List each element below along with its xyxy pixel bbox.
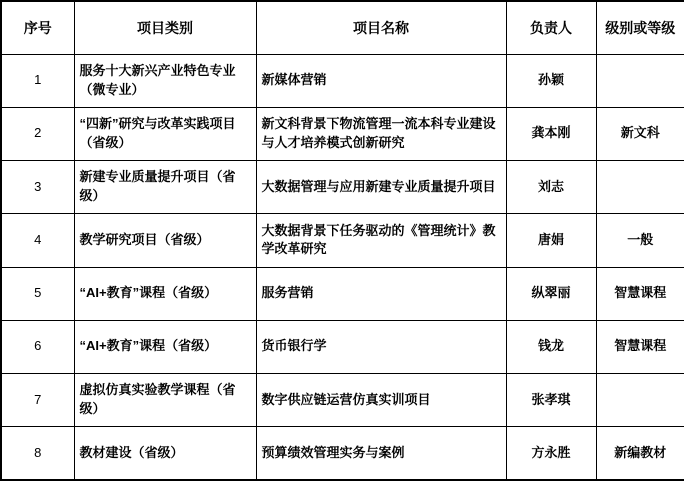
cell-category: 虚拟仿真实验教学课程（省级） <box>74 374 256 427</box>
cell-level: 智慧课程 <box>596 267 684 320</box>
cell-leader: 唐娟 <box>506 214 596 267</box>
table-row <box>1 54 684 107</box>
cell-leader: 龚本刚 <box>506 107 596 160</box>
cell-leader: 孙颖 <box>506 54 596 107</box>
cell-level: 一般 <box>596 214 684 267</box>
cell-level <box>596 374 684 427</box>
cell-leader: 纵翠丽 <box>506 267 596 320</box>
cell-name: 预算绩效管理实务与案例 <box>256 427 506 480</box>
cell-no: 1 <box>1 54 74 107</box>
cell-category: 教学研究项目（省级） <box>74 214 256 267</box>
table-body <box>1 54 684 480</box>
header-cell-leader: 负责人 <box>506 1 596 54</box>
header-cell-category: 项目类别 <box>74 1 256 54</box>
cell-no: 7 <box>1 374 74 427</box>
cell-leader: 钱龙 <box>506 320 596 373</box>
cell-category: “AI+教育”课程（省级） <box>74 320 256 373</box>
table-row <box>1 214 684 267</box>
cell-category: “四新”研究与改革实践项目（省级） <box>74 107 256 160</box>
cell-leader: 张孝琪 <box>506 374 596 427</box>
cell-level <box>596 161 684 214</box>
cell-no: 8 <box>1 427 74 480</box>
cell-no: 2 <box>1 107 74 160</box>
cell-name: 新媒体营销 <box>256 54 506 107</box>
cell-no: 6 <box>1 320 74 373</box>
cell-no: 5 <box>1 267 74 320</box>
header-cell-name: 项目名称 <box>256 1 506 54</box>
cell-name: 大数据背景下任务驱动的《管理统计》教学改革研究 <box>256 214 506 267</box>
header-row <box>1 1 684 54</box>
cell-level: 智慧课程 <box>596 320 684 373</box>
table-row <box>1 161 684 214</box>
table-row <box>1 107 684 160</box>
table-row <box>1 427 684 480</box>
cell-no: 4 <box>1 214 74 267</box>
cell-name: 数字供应链运营仿真实训项目 <box>256 374 506 427</box>
cell-category: 教材建设（省级） <box>74 427 256 480</box>
cell-category: “AI+教育”课程（省级） <box>74 267 256 320</box>
cell-level: 新文科 <box>596 107 684 160</box>
cell-name: 大数据管理与应用新建专业质量提升项目 <box>256 161 506 214</box>
cell-name: 服务营销 <box>256 267 506 320</box>
cell-name: 货币银行学 <box>256 320 506 373</box>
header-cell-no: 序号 <box>1 1 74 54</box>
cell-leader: 刘志 <box>506 161 596 214</box>
cell-level: 新编教材 <box>596 427 684 480</box>
table-row <box>1 320 684 373</box>
cell-level <box>596 54 684 107</box>
table-header <box>1 1 684 54</box>
cell-name: 新文科背景下物流管理一流本科专业建设与人才培养模式创新研究 <box>256 107 506 160</box>
cell-no: 3 <box>1 161 74 214</box>
cell-leader: 方永胜 <box>506 427 596 480</box>
header-cell-level: 级别或等级 <box>596 1 684 54</box>
cell-category: 新建专业质量提升项目（省级） <box>74 161 256 214</box>
cell-category: 服务十大新兴产业特色专业（微专业） <box>74 54 256 107</box>
table-row <box>1 374 684 427</box>
table-row <box>1 267 684 320</box>
